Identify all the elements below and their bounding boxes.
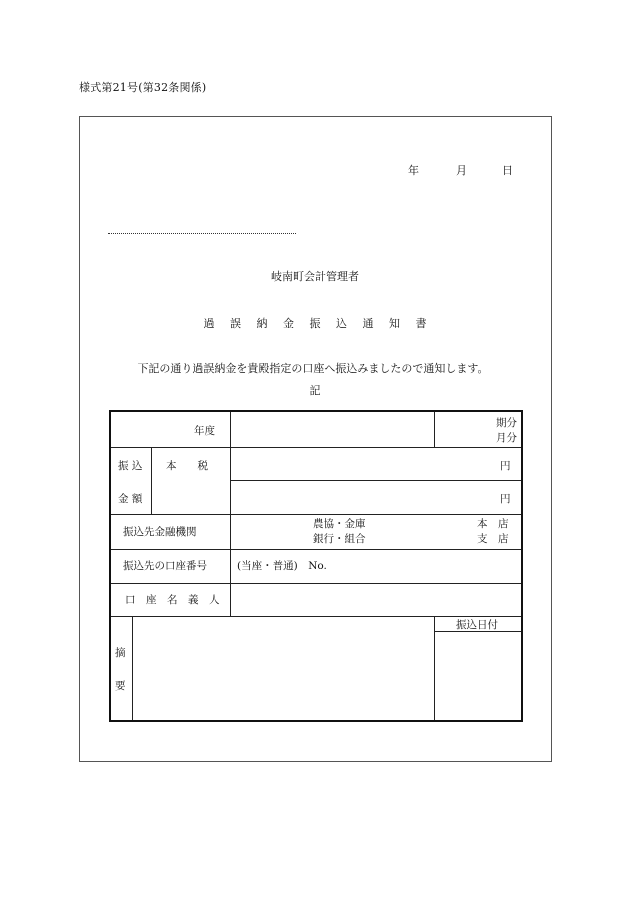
col-divider xyxy=(434,616,435,720)
furikomi-kingaku-label-2: 金 額 xyxy=(118,493,143,505)
col-divider xyxy=(230,412,231,616)
shiten-option: 支 店 xyxy=(477,533,509,545)
addressee: 岐南町会計管理者 xyxy=(271,270,359,283)
recipient-name-line xyxy=(108,233,296,234)
honten-option: 本 店 xyxy=(477,518,509,530)
kouza-bango-label: 振込先の口座番号 xyxy=(123,560,207,572)
furikomi-date-label: 振込日付 xyxy=(456,619,498,631)
notice-table xyxy=(109,410,523,722)
row-divider xyxy=(111,514,521,515)
ginko-kumiai-option: 銀行・組合 xyxy=(313,533,366,545)
date-day-label: 日 xyxy=(502,164,513,177)
document-title: 過 誤 納 金 振 込 通 知 書 xyxy=(203,317,433,330)
furikomi-kingaku-label-1: 振 込 xyxy=(118,460,143,472)
form-number: 様式第21号(第32条関係) xyxy=(79,81,207,94)
noukyo-kinko-option: 農協・金庫 xyxy=(313,518,366,530)
kibun-label: 期分 xyxy=(496,417,517,429)
row-divider xyxy=(111,447,521,448)
body-text: 下記の通り過誤納金を貴殿指定の口座へ振込みましたので通知します。 xyxy=(137,362,489,375)
tsukibun-label: 月分 xyxy=(496,432,517,444)
honzei-label: 本 税 xyxy=(166,460,208,472)
col-divider xyxy=(132,616,133,720)
tekiyo-label-1: 摘 xyxy=(115,647,126,659)
kinyu-kikan-label: 振込先金融機関 xyxy=(123,526,197,538)
row-divider xyxy=(111,549,521,550)
col-divider xyxy=(434,412,435,447)
kouza-type-no: (当座・普通) No. xyxy=(237,560,327,572)
date-year-label: 年 xyxy=(408,164,419,177)
nendo-label: 年度 xyxy=(194,425,215,437)
ki-label: 記 xyxy=(309,384,321,397)
date-month-label: 月 xyxy=(456,164,467,177)
col-divider xyxy=(151,447,152,514)
row-divider xyxy=(111,583,521,584)
meigi-label: 口 座 名 義 人 xyxy=(125,594,220,606)
row-divider xyxy=(230,480,521,481)
yen-unit-1: 円 xyxy=(500,460,511,472)
yen-unit-2: 円 xyxy=(500,493,511,505)
tekiyo-label-2: 要 xyxy=(115,680,126,692)
